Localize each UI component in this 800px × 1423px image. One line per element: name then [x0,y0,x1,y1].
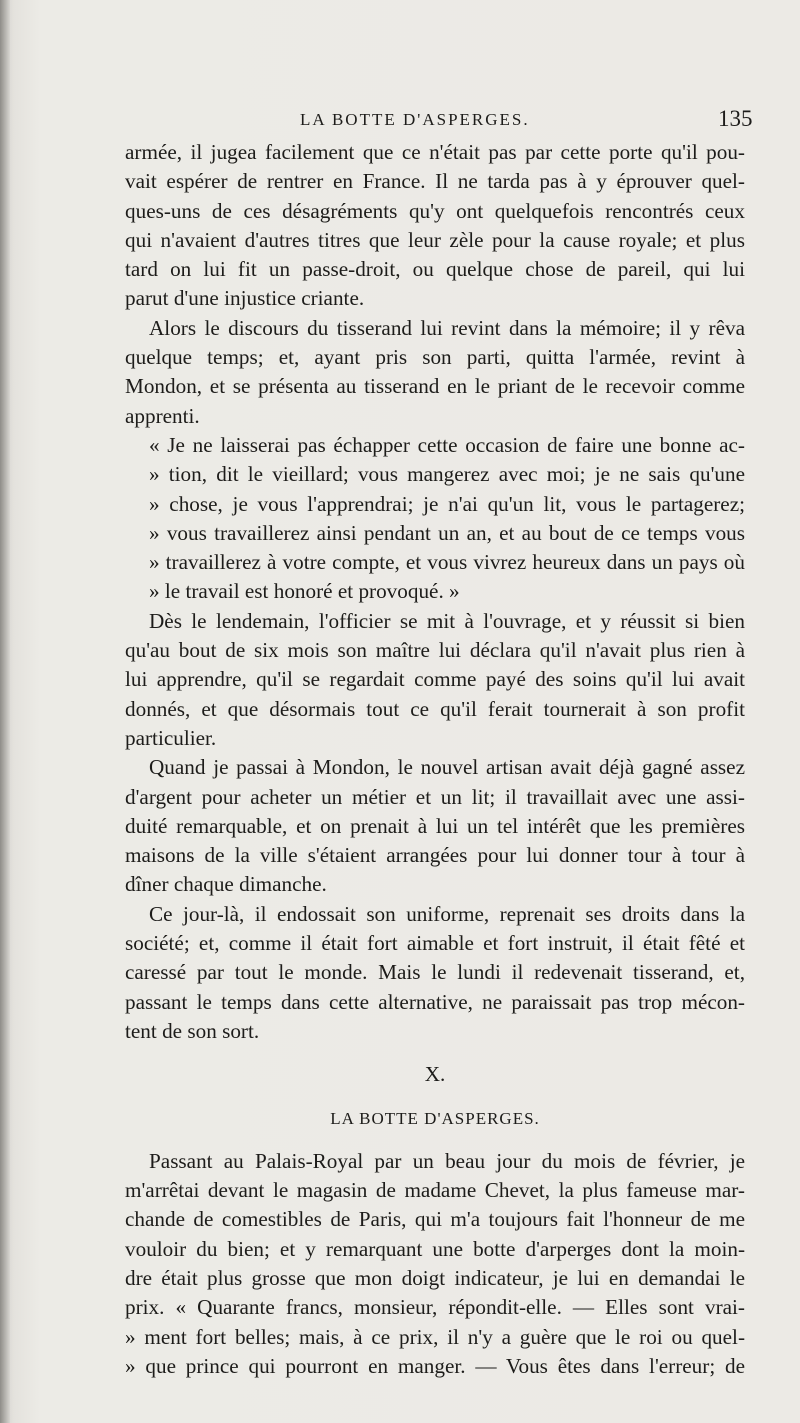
text-line: parut d'une injustice criante. [125,286,365,311]
text-line: Alors le discours du tisserand lui revint dans la mémoire; il y rêva [149,315,745,340]
text-line: dre était plus grosse que mon doigt indicateur, je lui en demandai le [125,1265,745,1290]
section-gap [125,1046,745,1060]
text-line: vait espérer de rentrer en France. Il ne tarda pas à y éprouver quel- [125,169,745,194]
text-line: passant le temps dans cette alternative, ne paraissait pas trop mécon- [125,989,745,1014]
text-line: « Je ne laisserai pas échapper cette occasion de faire une bonne ac- [149,432,745,457]
text-line: Passant au Palais-Royal par un beau jour du mois de février, je [149,1148,745,1173]
text-line: d'argent pour acheter un métier et un lit; il travaillait avec une assi- [125,784,745,809]
text-line: » que prince qui pourront en manger. — Vous êtes dans l'erreur; de [125,1353,745,1378]
binding-shadow [0,0,10,1423]
text-line: quelque temps; et, ayant pris son parti, quitta l'armée, revint à [125,345,745,370]
text-line: Quand je passai à Mondon, le nouvel artisan avait déjà gagné assez [149,755,745,780]
text-line: Mondon, et se présenta au tisserand en le priant de le recevoir comme [125,374,745,399]
text-line: tard on lui fit un passe-droit, ou quelque chose de pareil, qui lui [125,257,745,282]
text-line: apprenti. [125,403,200,428]
text-line: dîner chaque dimanche. [125,872,327,897]
text-line: maisons de la ville s'étaient arrangées pour lui donner tour à tour à [125,843,745,868]
text-line: qui n'avaient d'autres titres que leur zèle pour la cause royale; et plus [125,227,745,252]
running-head-title: LA BOTTE D'ASPERGES. [300,110,530,129]
text-line: qu'au bout de six mois son maître lui déclara qu'il n'avait plus rien à [125,638,745,663]
text-line: ques-uns de ces désagréments qu'y ont quelquefois rencontrés ceux [125,198,745,223]
page-number: 135 [718,106,753,131]
text-line: vouloir du bien; et y remarquant une botte d'arperges dont la moin- [125,1236,745,1261]
text-line: » ment fort belles; mais, à ce prix, il n'y a guère que le roi ou quel- [125,1324,745,1349]
text-line: » le travail est honoré et provoqué. » [149,579,460,604]
section-gap [125,1090,745,1104]
body-text [125,138,745,1381]
text-line: société; et, comme il était fort aimable et fort instruit, il était fêté et [125,931,745,956]
text-line: duité remarquable, et on prenait à lui un tel intérêt que les premières [125,813,745,838]
text-line: m'arrêtai devant le magasin de madame Chevet, la plus fameuse mar- [125,1178,745,1203]
text-line: particulier. [125,725,217,750]
text-line: chande de comestibles de Paris, qui m'a toujours fait l'honneur de me [125,1207,745,1232]
text-line: » travaillerez à votre compte, et vous vivrez heureux dans un pays où [149,550,745,575]
text-line: prix. « Quarante francs, monsieur, répondit-elle. — Elles sont vrai- [125,1295,745,1320]
section-title: LA BOTTE D'ASPERGES. [330,1108,540,1128]
text-line: donnés, et que désormais tout ce qu'il ferait tournerait à son profit [125,696,745,721]
text-line: » tion, dit le vieillard; vous mangerez avec moi; je ne sais qu'une [149,462,745,487]
running-head [0,106,800,136]
text-line: Ce jour-là, il endossait son uniforme, reprenait ses droits dans la [149,901,745,926]
text-line: caressé par tout le monde. Mais le lundi il redevenait tisserand, et, [125,960,745,985]
text-line: » chose, je vous l'apprendrai; je n'ai qu'un lit, vous le partagerez; [149,491,745,516]
text-line: Dès le lendemain, l'officier se mit à l'ouvrage, et y réussit si bien [149,608,745,633]
section-number: X. [424,1062,446,1087]
text-line: armée, il jugea facilement que ce n'était pas par cette porte qu'il pou- [125,140,745,164]
text-line: » vous travaillerez ainsi pendant un an, et au bout de ce temps vous [149,520,745,545]
text-line: tent de son sort. [125,1018,260,1043]
section-gap [125,1133,745,1147]
text-line: lui apprendre, qu'il se regardait comme payé des soins qu'il lui avait [125,667,745,692]
